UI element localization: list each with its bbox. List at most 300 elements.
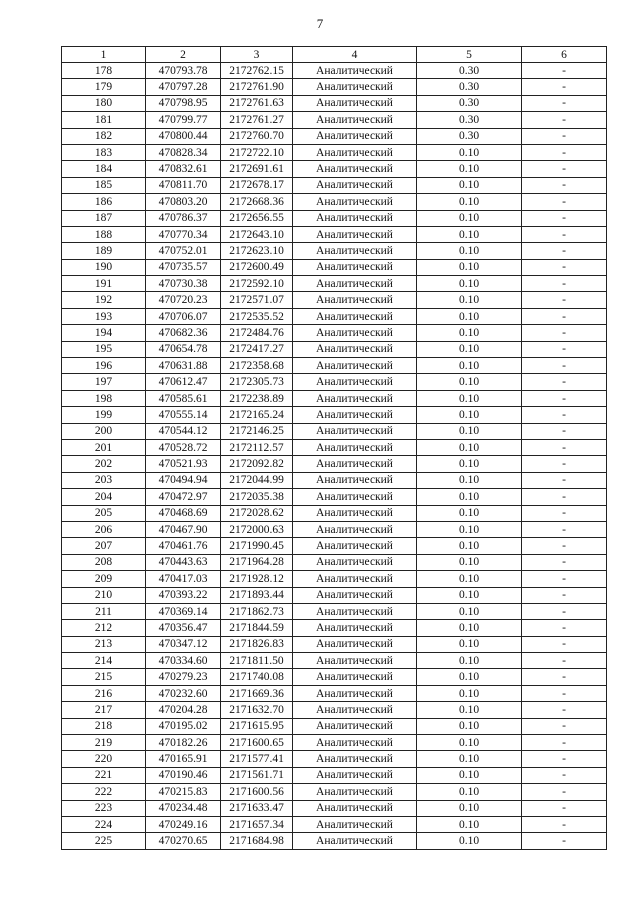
x-coordinate-cell: 470232.60 (146, 685, 221, 701)
method-cell: Аналитический (293, 603, 417, 619)
method-cell: Аналитический (293, 308, 417, 324)
note-cell: - (522, 816, 607, 832)
note-cell: - (522, 718, 607, 734)
table-row (62, 456, 607, 472)
column-header: 6 (522, 47, 607, 63)
y-coordinate-cell: 2172623.10 (221, 243, 293, 259)
table-row (62, 292, 607, 308)
x-coordinate-cell: 470165.91 (146, 751, 221, 767)
method-cell: Аналитический (293, 243, 417, 259)
table-row (62, 603, 607, 619)
y-coordinate-cell: 2172761.27 (221, 112, 293, 128)
point-number-cell: 214 (62, 653, 146, 669)
y-coordinate-cell: 2171577.41 (221, 751, 293, 767)
table-row (62, 210, 607, 226)
page-number: 7 (316, 16, 324, 31)
accuracy-cell: 0.10 (417, 308, 522, 324)
table-row (62, 620, 607, 636)
table-row (62, 341, 607, 357)
accuracy-cell: 0.10 (417, 587, 522, 603)
x-coordinate-cell: 470190.46 (146, 767, 221, 783)
x-coordinate-cell: 470803.20 (146, 194, 221, 210)
point-number-cell: 196 (62, 358, 146, 374)
accuracy-cell: 0.10 (417, 243, 522, 259)
point-number-cell: 183 (62, 144, 146, 160)
point-number-cell: 178 (62, 63, 146, 79)
y-coordinate-cell: 2172535.52 (221, 308, 293, 324)
point-number-cell: 208 (62, 554, 146, 570)
method-cell: Аналитический (293, 161, 417, 177)
table-row (62, 571, 607, 587)
x-coordinate-cell: 470828.34 (146, 144, 221, 160)
table-header-row (62, 47, 607, 63)
x-coordinate-cell: 470347.12 (146, 636, 221, 652)
accuracy-cell: 0.10 (417, 800, 522, 816)
accuracy-cell: 0.30 (417, 95, 522, 111)
point-number-cell: 198 (62, 390, 146, 406)
point-number-cell: 220 (62, 751, 146, 767)
note-cell: - (522, 63, 607, 79)
x-coordinate-cell: 470793.78 (146, 63, 221, 79)
accuracy-cell: 0.10 (417, 735, 522, 751)
table-row (62, 735, 607, 751)
note-cell: - (522, 276, 607, 292)
note-cell: - (522, 259, 607, 275)
x-coordinate-cell: 470472.97 (146, 489, 221, 505)
table-row (62, 423, 607, 439)
note-cell: - (522, 308, 607, 324)
method-cell: Аналитический (293, 226, 417, 242)
y-coordinate-cell: 2171740.08 (221, 669, 293, 685)
method-cell: Аналитический (293, 669, 417, 685)
accuracy-cell: 0.10 (417, 767, 522, 783)
note-cell: - (522, 538, 607, 554)
x-coordinate-cell: 470417.03 (146, 571, 221, 587)
y-coordinate-cell: 2172678.17 (221, 177, 293, 193)
coordinates-table (61, 46, 607, 850)
point-number-cell: 192 (62, 292, 146, 308)
method-cell: Аналитический (293, 620, 417, 636)
y-coordinate-cell: 2171633.47 (221, 800, 293, 816)
point-number-cell: 217 (62, 702, 146, 718)
x-coordinate-cell: 470334.60 (146, 653, 221, 669)
column-header: 4 (293, 47, 417, 63)
note-cell: - (522, 685, 607, 701)
note-cell: - (522, 833, 607, 849)
y-coordinate-cell: 2171657.34 (221, 816, 293, 832)
table-row (62, 685, 607, 701)
y-coordinate-cell: 2172600.49 (221, 259, 293, 275)
y-coordinate-cell: 2172305.73 (221, 374, 293, 390)
y-coordinate-cell: 2172761.63 (221, 95, 293, 111)
accuracy-cell: 0.10 (417, 390, 522, 406)
note-cell: - (522, 194, 607, 210)
accuracy-cell: 0.10 (417, 161, 522, 177)
point-number-cell: 218 (62, 718, 146, 734)
note-cell: - (522, 341, 607, 357)
accuracy-cell: 0.10 (417, 292, 522, 308)
method-cell: Аналитический (293, 439, 417, 455)
x-coordinate-cell: 470797.28 (146, 79, 221, 95)
note-cell: - (522, 374, 607, 390)
table-row (62, 276, 607, 292)
table-row (62, 489, 607, 505)
method-cell: Аналитический (293, 128, 417, 144)
point-number-cell: 185 (62, 177, 146, 193)
x-coordinate-cell: 470468.69 (146, 505, 221, 521)
x-coordinate-cell: 470461.76 (146, 538, 221, 554)
method-cell: Аналитический (293, 636, 417, 652)
table-row (62, 587, 607, 603)
accuracy-cell: 0.10 (417, 521, 522, 537)
table-row (62, 144, 607, 160)
note-cell: - (522, 79, 607, 95)
table-row (62, 833, 607, 849)
y-coordinate-cell: 2172112.57 (221, 439, 293, 455)
note-cell: - (522, 210, 607, 226)
note-cell: - (522, 358, 607, 374)
y-coordinate-cell: 2172760.70 (221, 128, 293, 144)
table-row (62, 554, 607, 570)
table-row (62, 472, 607, 488)
y-coordinate-cell: 2171928.12 (221, 571, 293, 587)
note-cell: - (522, 456, 607, 472)
accuracy-cell: 0.10 (417, 571, 522, 587)
accuracy-cell: 0.10 (417, 751, 522, 767)
table-row (62, 161, 607, 177)
point-number-cell: 209 (62, 571, 146, 587)
method-cell: Аналитический (293, 292, 417, 308)
point-number-cell: 195 (62, 341, 146, 357)
note-cell: - (522, 554, 607, 570)
point-number-cell: 206 (62, 521, 146, 537)
table-row (62, 63, 607, 79)
accuracy-cell: 0.10 (417, 538, 522, 554)
x-coordinate-cell: 470612.47 (146, 374, 221, 390)
table-row (62, 259, 607, 275)
x-coordinate-cell: 470249.16 (146, 816, 221, 832)
point-number-cell: 182 (62, 128, 146, 144)
accuracy-cell: 0.10 (417, 636, 522, 652)
note-cell: - (522, 439, 607, 455)
x-coordinate-cell: 470369.14 (146, 603, 221, 619)
accuracy-cell: 0.10 (417, 472, 522, 488)
method-cell: Аналитический (293, 423, 417, 439)
x-coordinate-cell: 470798.95 (146, 95, 221, 111)
table-row (62, 767, 607, 783)
note-cell: - (522, 800, 607, 816)
table-row (62, 718, 607, 734)
method-cell: Аналитический (293, 800, 417, 816)
accuracy-cell: 0.10 (417, 685, 522, 701)
point-number-cell: 207 (62, 538, 146, 554)
y-coordinate-cell: 2172592.10 (221, 276, 293, 292)
point-number-cell: 181 (62, 112, 146, 128)
x-coordinate-cell: 470735.57 (146, 259, 221, 275)
y-coordinate-cell: 2172571.07 (221, 292, 293, 308)
accuracy-cell: 0.10 (417, 669, 522, 685)
accuracy-cell: 0.30 (417, 128, 522, 144)
table-row (62, 669, 607, 685)
x-coordinate-cell: 470752.01 (146, 243, 221, 259)
note-cell: - (522, 226, 607, 242)
method-cell: Аналитический (293, 489, 417, 505)
method-cell: Аналитический (293, 702, 417, 718)
method-cell: Аналитический (293, 538, 417, 554)
note-cell: - (522, 735, 607, 751)
note-cell: - (522, 784, 607, 800)
table-row (62, 177, 607, 193)
y-coordinate-cell: 2172656.55 (221, 210, 293, 226)
y-coordinate-cell: 2171632.70 (221, 702, 293, 718)
accuracy-cell: 0.10 (417, 702, 522, 718)
y-coordinate-cell: 2172000.63 (221, 521, 293, 537)
x-coordinate-cell: 470279.23 (146, 669, 221, 685)
point-number-cell: 204 (62, 489, 146, 505)
table-row (62, 439, 607, 455)
y-coordinate-cell: 2172643.10 (221, 226, 293, 242)
accuracy-cell: 0.10 (417, 407, 522, 423)
point-number-cell: 200 (62, 423, 146, 439)
y-coordinate-cell: 2172028.62 (221, 505, 293, 521)
method-cell: Аналитический (293, 112, 417, 128)
note-cell: - (522, 702, 607, 718)
y-coordinate-cell: 2172484.76 (221, 325, 293, 341)
y-coordinate-cell: 2171561.71 (221, 767, 293, 783)
note-cell: - (522, 571, 607, 587)
accuracy-cell: 0.10 (417, 439, 522, 455)
note-cell: - (522, 95, 607, 111)
table-row (62, 521, 607, 537)
table-row (62, 194, 607, 210)
point-number-cell: 203 (62, 472, 146, 488)
table-row (62, 112, 607, 128)
y-coordinate-cell: 2172761.90 (221, 79, 293, 95)
point-number-cell: 184 (62, 161, 146, 177)
y-coordinate-cell: 2172165.24 (221, 407, 293, 423)
y-coordinate-cell: 2171826.83 (221, 636, 293, 652)
y-coordinate-cell: 2172035.38 (221, 489, 293, 505)
note-cell: - (522, 636, 607, 652)
point-number-cell: 191 (62, 276, 146, 292)
accuracy-cell: 0.10 (417, 226, 522, 242)
accuracy-cell: 0.10 (417, 194, 522, 210)
accuracy-cell: 0.10 (417, 784, 522, 800)
method-cell: Аналитический (293, 407, 417, 423)
point-number-cell: 219 (62, 735, 146, 751)
point-number-cell: 193 (62, 308, 146, 324)
note-cell: - (522, 407, 607, 423)
x-coordinate-cell: 470521.93 (146, 456, 221, 472)
table-row (62, 95, 607, 111)
note-cell: - (522, 325, 607, 341)
table-row (62, 243, 607, 259)
point-number-cell: 224 (62, 816, 146, 832)
method-cell: Аналитический (293, 390, 417, 406)
method-cell: Аналитический (293, 587, 417, 603)
accuracy-cell: 0.10 (417, 374, 522, 390)
y-coordinate-cell: 2171600.56 (221, 784, 293, 800)
point-number-cell: 216 (62, 685, 146, 701)
accuracy-cell: 0.10 (417, 456, 522, 472)
table-row (62, 800, 607, 816)
method-cell: Аналитический (293, 456, 417, 472)
y-coordinate-cell: 2172092.82 (221, 456, 293, 472)
accuracy-cell: 0.10 (417, 358, 522, 374)
point-number-cell: 197 (62, 374, 146, 390)
accuracy-cell: 0.10 (417, 276, 522, 292)
method-cell: Аналитический (293, 194, 417, 210)
method-cell: Аналитический (293, 554, 417, 570)
column-header: 3 (221, 47, 293, 63)
note-cell: - (522, 505, 607, 521)
x-coordinate-cell: 470654.78 (146, 341, 221, 357)
point-number-cell: 221 (62, 767, 146, 783)
method-cell: Аналитический (293, 718, 417, 734)
x-coordinate-cell: 470215.83 (146, 784, 221, 800)
y-coordinate-cell: 2172762.15 (221, 63, 293, 79)
point-number-cell: 215 (62, 669, 146, 685)
x-coordinate-cell: 470270.65 (146, 833, 221, 849)
accuracy-cell: 0.30 (417, 112, 522, 128)
point-number-cell: 188 (62, 226, 146, 242)
accuracy-cell: 0.30 (417, 79, 522, 95)
method-cell: Аналитический (293, 276, 417, 292)
method-cell: Аналитический (293, 210, 417, 226)
table-row (62, 79, 607, 95)
note-cell: - (522, 521, 607, 537)
method-cell: Аналитический (293, 735, 417, 751)
point-number-cell: 211 (62, 603, 146, 619)
method-cell: Аналитический (293, 653, 417, 669)
method-cell: Аналитический (293, 784, 417, 800)
table-body (62, 63, 607, 850)
note-cell: - (522, 587, 607, 603)
y-coordinate-cell: 2172668.36 (221, 194, 293, 210)
table-row (62, 308, 607, 324)
x-coordinate-cell: 470182.26 (146, 735, 221, 751)
method-cell: Аналитический (293, 341, 417, 357)
table-row (62, 505, 607, 521)
accuracy-cell: 0.10 (417, 603, 522, 619)
point-number-cell: 201 (62, 439, 146, 455)
point-number-cell: 189 (62, 243, 146, 259)
note-cell: - (522, 603, 607, 619)
table-row (62, 702, 607, 718)
y-coordinate-cell: 2171893.44 (221, 587, 293, 603)
point-number-cell: 186 (62, 194, 146, 210)
note-cell: - (522, 489, 607, 505)
y-coordinate-cell: 2172044.99 (221, 472, 293, 488)
table-row (62, 636, 607, 652)
table-row (62, 358, 607, 374)
x-coordinate-cell: 470234.48 (146, 800, 221, 816)
point-number-cell: 187 (62, 210, 146, 226)
note-cell: - (522, 620, 607, 636)
point-number-cell: 222 (62, 784, 146, 800)
table-row (62, 538, 607, 554)
point-number-cell: 179 (62, 79, 146, 95)
table-row (62, 226, 607, 242)
table-row (62, 374, 607, 390)
x-coordinate-cell: 470356.47 (146, 620, 221, 636)
x-coordinate-cell: 470393.22 (146, 587, 221, 603)
note-cell: - (522, 177, 607, 193)
method-cell: Аналитический (293, 505, 417, 521)
y-coordinate-cell: 2171600.65 (221, 735, 293, 751)
accuracy-cell: 0.10 (417, 325, 522, 341)
accuracy-cell: 0.10 (417, 554, 522, 570)
accuracy-cell: 0.10 (417, 341, 522, 357)
y-coordinate-cell: 2172417.27 (221, 341, 293, 357)
point-number-cell: 212 (62, 620, 146, 636)
accuracy-cell: 0.10 (417, 259, 522, 275)
table-row (62, 816, 607, 832)
accuracy-cell: 0.10 (417, 489, 522, 505)
x-coordinate-cell: 470799.77 (146, 112, 221, 128)
point-number-cell: 202 (62, 456, 146, 472)
x-coordinate-cell: 470720.23 (146, 292, 221, 308)
accuracy-cell: 0.10 (417, 718, 522, 734)
column-header: 5 (417, 47, 522, 63)
method-cell: Аналитический (293, 177, 417, 193)
note-cell: - (522, 161, 607, 177)
method-cell: Аналитический (293, 571, 417, 587)
accuracy-cell: 0.10 (417, 653, 522, 669)
accuracy-cell: 0.10 (417, 144, 522, 160)
y-coordinate-cell: 2172358.68 (221, 358, 293, 374)
x-coordinate-cell: 470832.61 (146, 161, 221, 177)
method-cell: Аналитический (293, 521, 417, 537)
method-cell: Аналитический (293, 751, 417, 767)
method-cell: Аналитический (293, 259, 417, 275)
x-coordinate-cell: 470800.44 (146, 128, 221, 144)
point-number-cell: 205 (62, 505, 146, 521)
y-coordinate-cell: 2172238.89 (221, 390, 293, 406)
x-coordinate-cell: 470443.63 (146, 554, 221, 570)
note-cell: - (522, 767, 607, 783)
x-coordinate-cell: 470682.36 (146, 325, 221, 341)
method-cell: Аналитический (293, 472, 417, 488)
point-number-cell: 223 (62, 800, 146, 816)
point-number-cell: 194 (62, 325, 146, 341)
column-header: 1 (62, 47, 146, 63)
x-coordinate-cell: 470204.28 (146, 702, 221, 718)
table-row (62, 751, 607, 767)
accuracy-cell: 0.10 (417, 423, 522, 439)
table-row (62, 653, 607, 669)
method-cell: Аналитический (293, 79, 417, 95)
note-cell: - (522, 390, 607, 406)
accuracy-cell: 0.10 (417, 833, 522, 849)
column-header: 2 (146, 47, 221, 63)
point-number-cell: 180 (62, 95, 146, 111)
note-cell: - (522, 112, 607, 128)
accuracy-cell: 0.10 (417, 620, 522, 636)
note-cell: - (522, 144, 607, 160)
x-coordinate-cell: 470706.07 (146, 308, 221, 324)
method-cell: Аналитический (293, 833, 417, 849)
table-row (62, 407, 607, 423)
x-coordinate-cell: 470811.70 (146, 177, 221, 193)
table-row (62, 390, 607, 406)
method-cell: Аналитический (293, 767, 417, 783)
table-row (62, 784, 607, 800)
note-cell: - (522, 243, 607, 259)
accuracy-cell: 0.10 (417, 816, 522, 832)
y-coordinate-cell: 2172691.61 (221, 161, 293, 177)
accuracy-cell: 0.30 (417, 63, 522, 79)
